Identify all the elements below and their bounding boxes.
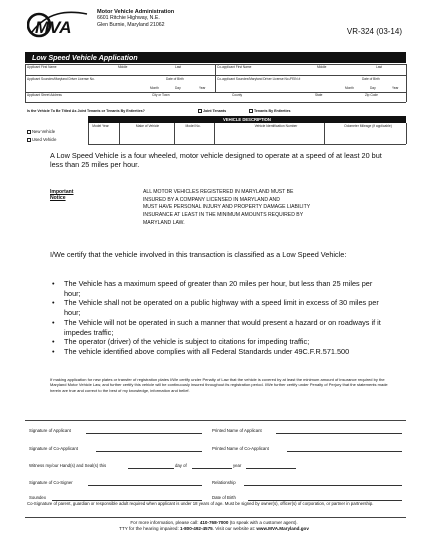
co-applicant-middle-field[interactable]: Middle xyxy=(317,65,327,69)
co-applicant-last-field[interactable]: Last xyxy=(376,65,383,69)
city-field[interactable]: City or Town xyxy=(152,93,170,97)
signature-co-applicant-line[interactable] xyxy=(96,451,202,452)
applicant-dob-day[interactable]: Day xyxy=(175,86,181,90)
notice-line-1: ALL MOTOR VEHICLES REGISTERED IN MARYLAND MUST BE xyxy=(143,189,294,195)
signature-co-signer-line[interactable] xyxy=(88,485,202,486)
printed-co-applicant-line[interactable] xyxy=(287,451,402,452)
customer-phone[interactable]: 410-768-7000 xyxy=(199,520,229,525)
applicant-last-field[interactable]: Last xyxy=(175,65,182,69)
footer-call-prefix: For more information, please call: xyxy=(130,520,199,525)
used-vehicle-checkbox[interactable] xyxy=(27,138,31,142)
tenants-by-entireties-option[interactable] xyxy=(249,109,290,113)
relationship-line[interactable] xyxy=(244,485,402,486)
notice-line-3: MUST HAVE PERSONAL INJURY AND PROPERTY DAMAGE LIABILITY xyxy=(143,204,311,211)
footer-line-2 xyxy=(0,526,428,532)
co-applicant-dob-month[interactable]: Month xyxy=(345,86,354,90)
grid-line xyxy=(406,64,407,102)
model-year-header: Model Year xyxy=(92,124,109,128)
grid-line xyxy=(88,144,406,145)
co-applicant-first-name-field[interactable]: Co-applicant First Name xyxy=(217,65,252,69)
penalty-statement: If making application for new plates or transfer of registration plates I/We certify under Penalty of Law that the vehicle is covered by at least the minimum amount of insurance required by the Maryland Motor Vehicle Law, and further certify this vehicle will be continuously insured throughout its registration period. I/We further certify under Penalty of Perjury that the statements made herein are true and correct to the best of my knowledge, information and belief. xyxy=(50,377,388,393)
grid-line xyxy=(406,123,407,144)
co-applicant-dob-label: Date of Birth xyxy=(362,77,380,81)
list-item: • The operator (driver) of the vehicle is subject to citations for impeding traffic; xyxy=(50,337,390,347)
joint-tenants-checkbox[interactable] xyxy=(198,109,202,113)
new-vehicle-checkbox[interactable] xyxy=(27,130,31,134)
section-divider xyxy=(25,517,406,518)
certification-list xyxy=(50,279,390,357)
certify-statement: I/We certify that the vehicle involved in this transaction is classified as a Low Speed Vehicle: xyxy=(50,250,347,259)
co-signature-note: Co-Signature of parent, guardian or responsible adult required when applicant is under 18 years of age. Must be signed by owner(s), officer(s) of corporation, or partner in partnership. xyxy=(27,501,374,506)
street-address-field[interactable]: Applicant Street Address xyxy=(27,93,62,97)
joint-tenancy-question: Is the Vehicle To Be Titled As Joint Tenants or Tenants By Entireties? xyxy=(27,109,145,113)
address-line-2: Glen Burnie, Maryland 21062 xyxy=(97,21,165,28)
joint-tenants-option[interactable] xyxy=(198,109,226,113)
vehicle-description-bar: VEHICLE DESCRIPTION xyxy=(88,116,406,123)
footer-website-prefix: . Visit our website at: xyxy=(212,526,256,532)
important-notice-text xyxy=(143,189,373,228)
grid-line xyxy=(215,64,216,92)
applicant-license-field[interactable]: Applicant Soundex/Maryland Driver License No. xyxy=(27,77,95,81)
county-field[interactable]: County xyxy=(232,93,243,97)
co-applicant-dob-year[interactable]: Year xyxy=(392,86,399,90)
list-item: • The vehicle identified above complies with all Federal Standards under 49C.F.R.571.500 xyxy=(50,347,390,357)
grid-line xyxy=(214,123,215,144)
footer-call-suffix: (to speak with a customer agent). xyxy=(229,520,298,525)
new-vehicle-label: New Vehicle xyxy=(32,129,56,134)
soundex-label: Soundex xyxy=(29,495,46,500)
grid-line xyxy=(174,123,175,144)
svg-text:MVA: MVA xyxy=(35,18,72,37)
applicant-dob-year[interactable]: Year xyxy=(199,86,206,90)
applicant-first-name-field[interactable]: Applicant First Name xyxy=(27,65,57,69)
model-no-header: Model No. xyxy=(185,124,201,128)
new-vehicle-option[interactable] xyxy=(27,129,55,134)
signature-applicant-label: Signature of Applicant xyxy=(29,428,71,433)
grid-line xyxy=(25,92,406,93)
printed-co-applicant-label: Printed Name of Co-Applicant xyxy=(212,446,269,451)
footer-tty-prefix: TTY for the hearing impaired: xyxy=(119,526,179,532)
signature-applicant-line[interactable] xyxy=(86,433,202,434)
grid-line xyxy=(25,102,406,103)
year-label: year xyxy=(233,463,242,468)
relationship-label: Relationship xyxy=(212,480,236,485)
notice-line-2: INSURED BY A COMPANY LICENSED IN MARYLAND AND xyxy=(143,196,280,203)
vin-header: Vehicle Identification Number xyxy=(254,124,298,128)
list-item: • The Vehicle will not be operated in such a manner that would present a hazard or on roadways if it impedes traffic; xyxy=(50,318,390,337)
make-header: Make of Vehicle xyxy=(135,124,160,128)
co-applicant-license-field[interactable]: Co-applicant Soundex/Maryland Driver License No./FEIN # xyxy=(217,77,301,81)
website-link[interactable]: www.MVA.Maryland.gov xyxy=(256,526,309,532)
tenants-by-entireties-checkbox[interactable] xyxy=(249,109,253,113)
joint-tenants-label: Joint Tenants xyxy=(203,109,227,113)
applicant-dob-label: Date of Birth xyxy=(166,77,184,81)
witness-day-line[interactable] xyxy=(128,468,174,469)
notice-line-4: INSURANCE AT LEAST IN THE MINIMUM AMOUNTS REQUIRED BY xyxy=(143,212,304,219)
section-divider xyxy=(25,420,406,421)
zip-code-field[interactable]: Zip Code xyxy=(365,93,378,97)
applicant-dob-month[interactable]: Month xyxy=(150,86,159,90)
signature-co-applicant-label: Signature of Co-Applicant xyxy=(29,446,78,451)
address-line-1: 6601 Ritchie Highway, N.E. xyxy=(97,15,160,22)
list-item: • The Vehicle has a maximum speed of greater than 20 miles per hour, but less than 25 miles per hour; xyxy=(50,279,390,298)
used-vehicle-option[interactable] xyxy=(27,137,56,142)
notice-line-5: MARYLAND LAW. xyxy=(143,219,185,226)
mva-logo xyxy=(27,8,89,40)
witness-year-line[interactable] xyxy=(246,468,296,469)
odometer-header: Odometer Mileage (if applicable) xyxy=(344,124,392,128)
witness-month-line[interactable] xyxy=(192,468,232,469)
important-notice-label xyxy=(50,189,74,202)
co-signer-dob-label: Date of Birth xyxy=(212,495,236,500)
state-field[interactable]: State xyxy=(315,93,323,97)
important-label-line-2: Notice xyxy=(50,195,66,202)
form-title: Low Speed Vehicle Application xyxy=(25,52,406,63)
applicant-middle-field[interactable]: Middle xyxy=(118,65,128,69)
agency-address xyxy=(97,9,174,28)
printed-applicant-line[interactable] xyxy=(276,433,402,434)
day-of-label: day of xyxy=(175,463,187,468)
lsv-definition: A Low Speed Vehicle is a four wheeled, motor vehicle designed to operate at a speed of at least 20 but less than 25 miles per hour. xyxy=(50,151,382,170)
tty-phone[interactable]: 1-800-492-4575 xyxy=(180,526,213,532)
form-number: VR-324 (03-14) xyxy=(346,27,402,36)
grid-line xyxy=(25,64,26,102)
co-applicant-dob-day[interactable]: Day xyxy=(370,86,376,90)
used-vehicle-label: Used Vehicle xyxy=(32,137,57,142)
list-item: • The Vehicle shall not be operated on a public highway with a speed limit in excess of 30 miles per hour; xyxy=(50,298,390,317)
agency-name: Motor Vehicle Administration xyxy=(97,9,175,15)
grid-line xyxy=(119,123,120,144)
tenants-by-entireties-label: Tenants By Entireties xyxy=(254,109,291,113)
witness-label: Witness my/our Hand(s) and Seal(s) this xyxy=(29,463,107,468)
grid-line xyxy=(88,123,89,144)
footer-contact xyxy=(0,520,428,533)
printed-applicant-label: Printed Name of Applicant xyxy=(212,428,262,433)
important-label-line-1: Important xyxy=(50,189,74,195)
signature-co-signer-label: Signature of Co-Signer xyxy=(29,480,73,485)
grid-line xyxy=(324,123,325,144)
